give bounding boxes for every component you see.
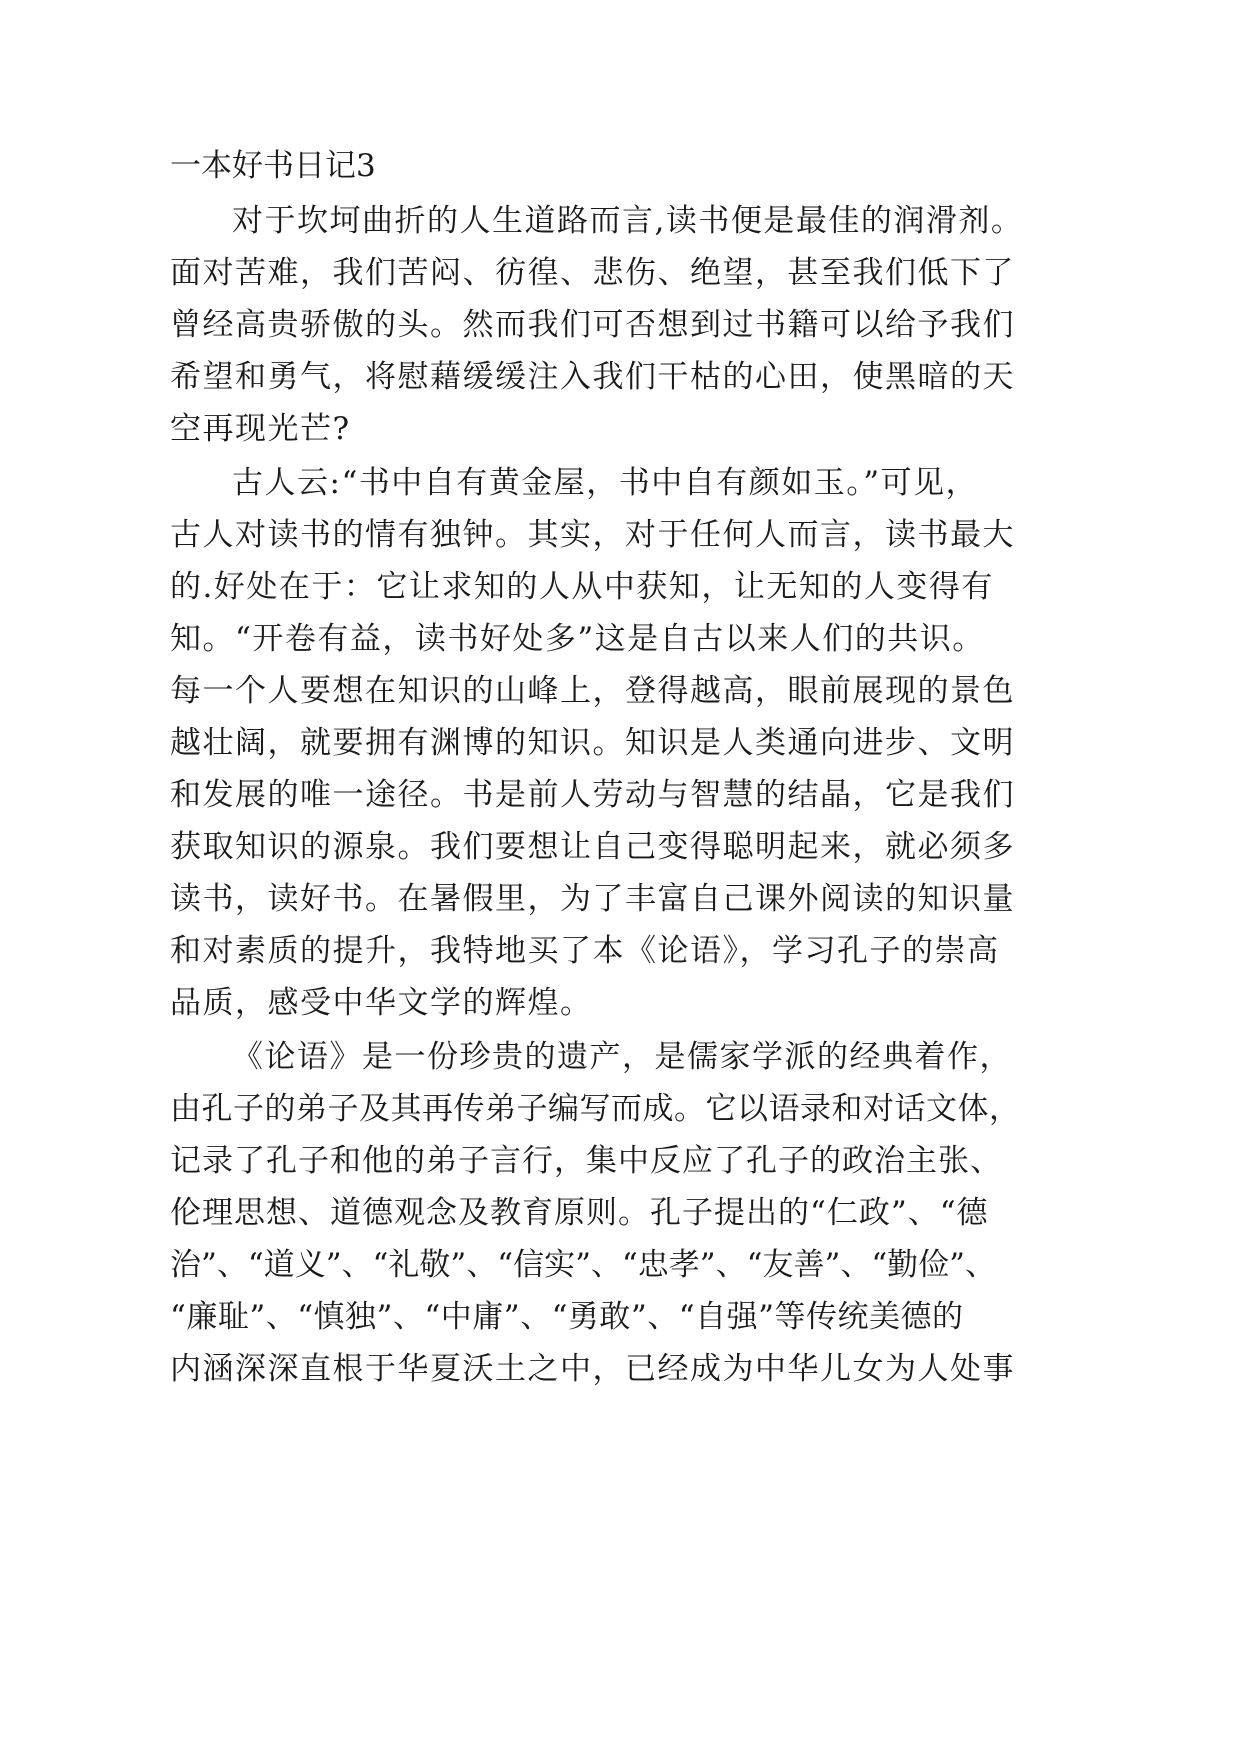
text-line: 知。“开卷有益，读书好处多”这是自古以来人们的共识。: [170, 621, 985, 657]
text-line: 《论语》是一份珍贵的遗产，是儒家学派的经典着作，: [232, 1039, 1012, 1075]
text-line: 内涵深深直根于华夏沃土之中，已经成为中华儿女为人处事: [170, 1351, 1015, 1387]
text-line: 古人对读书的情有独钟。其实，对于任何人而言，读书最大: [170, 517, 1015, 553]
text-line: 品质，感受中华文学的辉煌。: [170, 985, 593, 1021]
text-line: 记录了孔子和他的弟子言行，集中反应了孔子的政治主张、: [170, 1143, 1002, 1179]
text-line: “廉耻”、“慎独”、“中庸”、“勇敢”、“自强”等传统美德的: [170, 1299, 964, 1335]
text-line: 读书，读好书。在暑假里，为了丰富自己课外阅读的知识量: [170, 881, 1015, 917]
text-line: 越壮阔，就要拥有渊博的知识。知识是人类通向进步、文明: [170, 725, 1015, 761]
text-line: 获取知识的源泉。我们要想让自己变得聪明起来，就必须多: [170, 829, 1015, 865]
text-line: 空再现光芒?: [170, 411, 351, 447]
text-line: 对于坎坷曲折的人生道路而言,读书便是最佳的润滑剂。: [232, 203, 1024, 239]
text-line: 面对苦难，我们苦闷、彷徨、悲伤、绝望，甚至我们低下了: [170, 255, 1015, 291]
text-line: 和发展的唯一途径。书是前人劳动与智慧的结晶，它是我们: [170, 777, 1015, 813]
text-line: 曾经高贵骄傲的头。然而我们可否想到过书籍可以给予我们: [170, 307, 1015, 343]
text-line: 的.好处在于：它让求知的人从中获知，让无知的人变得有: [170, 569, 994, 605]
text-line: 伦理思想、道德观念及教育原则。孔子提出的“仁政”、“德: [170, 1195, 989, 1231]
text-line: 每一个人要想在知识的山峰上，登得越高，眼前展现的景色: [170, 673, 1015, 709]
text-line: 由孔子的弟子及其再传弟子编写而成。它以语录和对话文体，: [170, 1091, 1021, 1127]
document-title: 一本好书日记3: [170, 148, 376, 184]
text-line: 希望和勇气，将慰藉缓缓注入我们干枯的心田，使黑暗的天: [170, 359, 1015, 395]
text-line: 治”、“道义”、“礼敬”、“信实”、“忠孝”、“友善”、“勤俭”、: [170, 1247, 997, 1283]
text-line: 和对素质的提升，我特地买了本《论语》，学习孔子的崇高: [170, 933, 1000, 969]
text-line: 古人云:“书中自有黄金屋，书中自有颜如玉。”可见，: [232, 465, 979, 501]
